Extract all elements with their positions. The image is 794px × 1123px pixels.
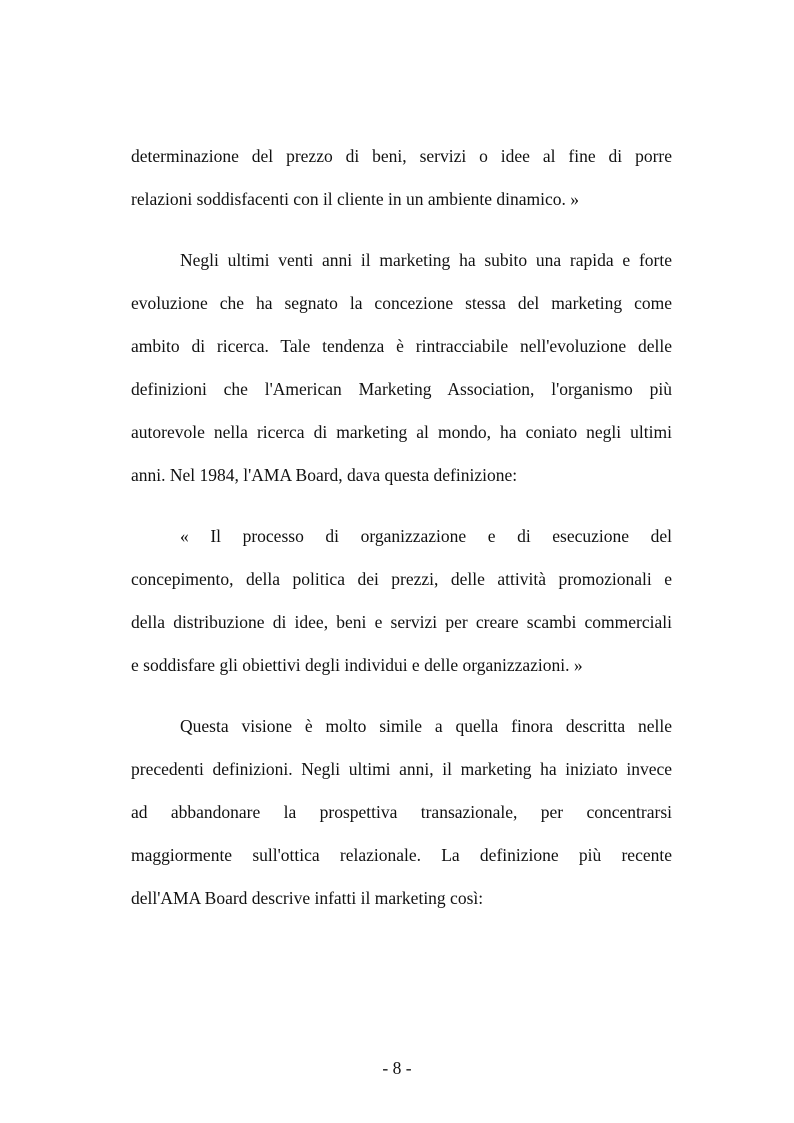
paragraph-line: autorevole nella ricerca di marketing al mondo, ha coniato negli ultimi [131, 422, 672, 442]
paragraph-line: ad abbandonare la prospettiva transazionale, per concentrarsi [131, 802, 672, 822]
paragraph-line: determinazione del prezzo di beni, servizi o idee al fine di porre [131, 146, 672, 166]
paragraph-line: maggiormente sull'ottica relazionale. La definizione più recente [131, 845, 672, 865]
page-number: - 8 - [382, 1058, 412, 1078]
paragraph-line: precedenti definizioni. Negli ultimi anni, il marketing ha iniziato invece [131, 759, 672, 779]
paragraph-line: anni. Nel 1984, l'AMA Board, dava questa definizione: [131, 465, 518, 485]
paragraph-line: dell'AMA Board descrive infatti il marketing così: [131, 888, 484, 908]
paragraph-line: relazioni soddisfacenti con il cliente in un ambiente dinamico. » [131, 189, 580, 209]
quotation-line: e soddisfare gli obiettivi degli individui e delle organizzazioni. » [131, 655, 583, 675]
paragraph-line: Negli ultimi venti anni il marketing ha subito una rapida e forte [180, 250, 672, 270]
paragraph-line: evoluzione che ha segnato la concezione stessa del marketing come [131, 293, 672, 313]
quotation-line: concepimento, della politica dei prezzi, delle attività promozionali e [131, 569, 672, 589]
quotation-line: della distribuzione di idee, beni e servizi per creare scambi commerciali [131, 612, 672, 632]
quotation-line: « Il processo di organizzazione e di esecuzione del [180, 526, 672, 546]
paragraph-line: Questa visione è molto simile a quella finora descritta nelle [180, 716, 672, 736]
paragraph-line: definizioni che l'American Marketing Association, l'organismo più [131, 379, 672, 399]
paragraph-line: ambito di ricerca. Tale tendenza è rintracciabile nell'evoluzione delle [131, 336, 672, 356]
